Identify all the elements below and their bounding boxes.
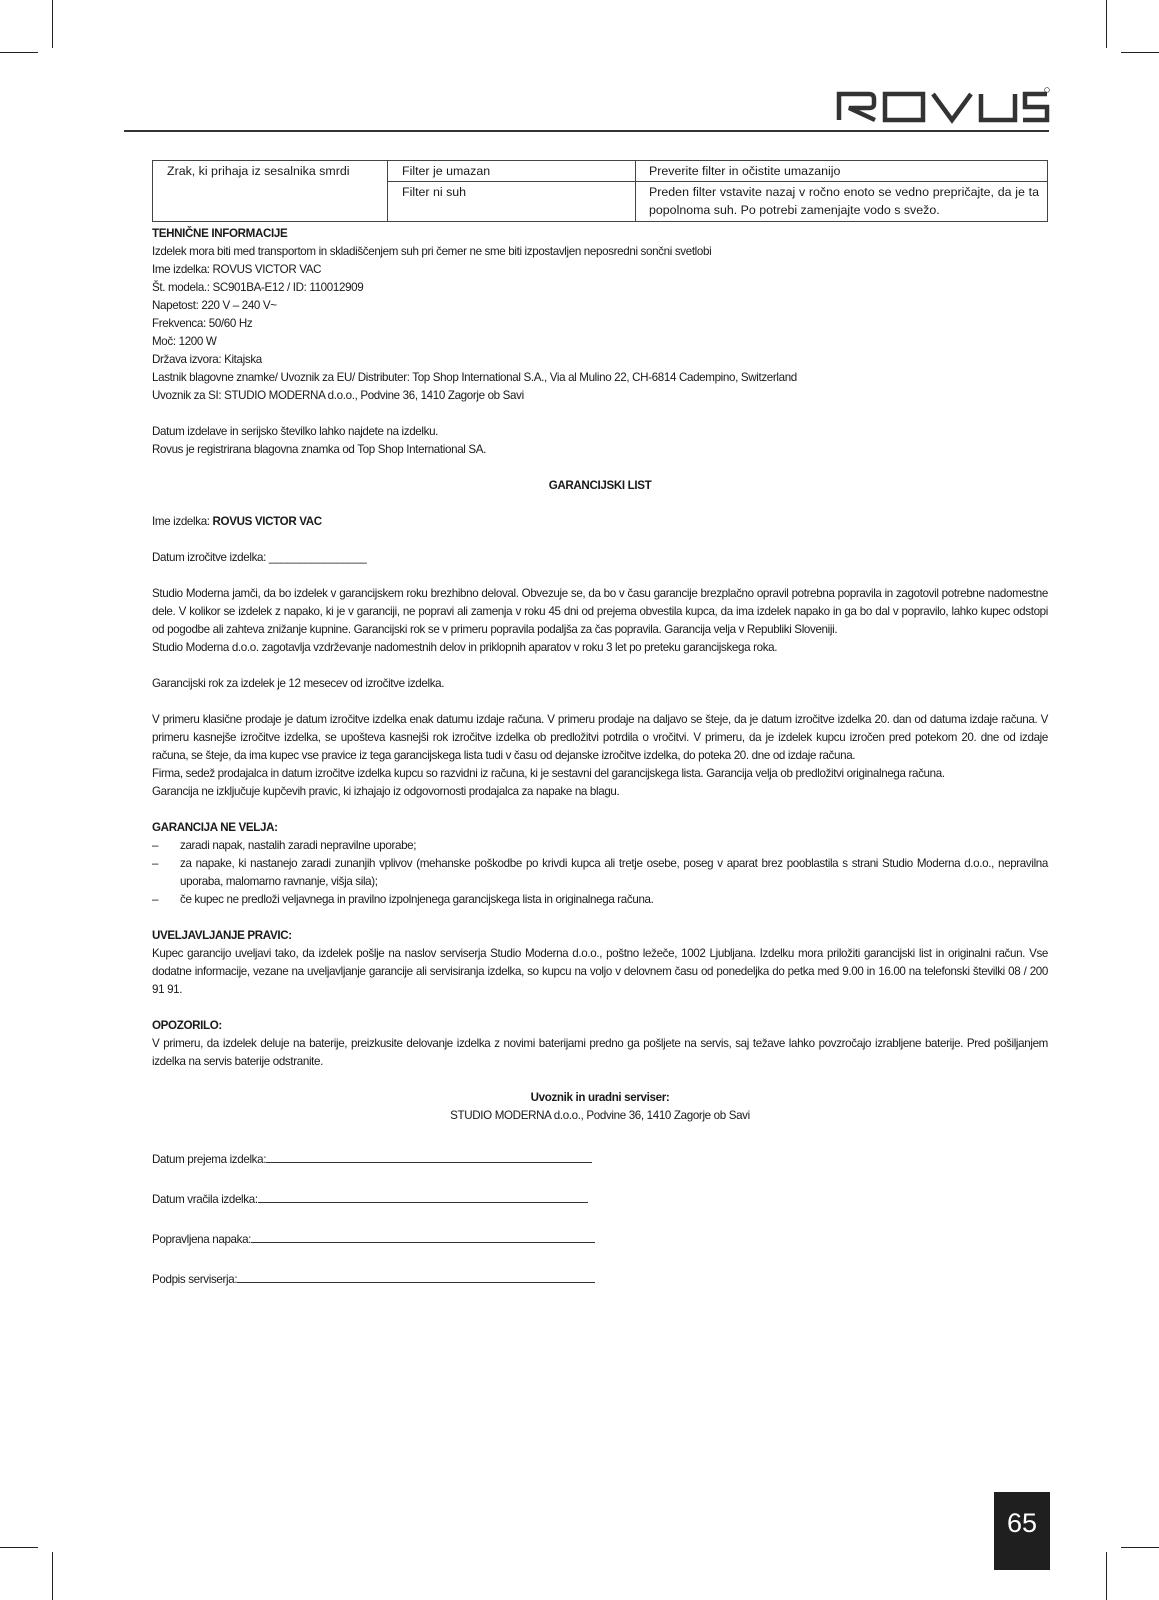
product-name: ROVUS VICTOR VAC	[212, 514, 322, 528]
product-label: Ime izdelka:	[152, 514, 213, 528]
warning-text: V primeru, da izdelek deluje na baterije, preizkusite delovanje izdelka z novimi baterijami predno ga pošljete na servis, saj težave lahko povzročajo izrabljene baterije. Pred pošiljanjem izdelka na servis baterije odstranite.	[152, 1036, 1048, 1068]
problem-cell: Zrak, ki prihaja iz sesalnika smrdi	[153, 161, 388, 182]
service-field-line	[251, 1229, 595, 1243]
warranty-paragraph: Studio Moderna jamči, da bo izdelek v garancijskem roku brezhibno deloval. Obvezuje se, da bo v času garancije brezplačno opravil potrebna popravila in zagotovil potrebne nadomestne dele. V kolikor se izdelek z napako, ki je v garanciji, ne popravi ali zamenja v roku 45 dni od prejema obvestila kupca, da ima izdelek napako in ga bo dal v popravilo, lahko kupec odstopi od pogodbe ali zahteva znižanje kupnine. Garancijski rok se v primeru popravila podaljša za čas popravila. Garancija velja v Republiki Sloveniji.	[152, 586, 1048, 636]
solution-cell: Preden filter vstavite nazaj v ročno enoto se vedno prepričajte, da je ta popolnoma suh. Po potrebi zamenjajte vodo s svežo.	[636, 182, 1048, 222]
tech-info-line: Napetost: 220 V – 240 V~	[152, 298, 277, 312]
tech-info-line: Moč: 1200 W	[152, 334, 217, 348]
service-field-label: Datum prejema izdelka:	[152, 1152, 267, 1166]
warranty-product	[152, 513, 1048, 531]
warranty-paragraph: Firma, sedež prodajalca in datum izročitve izdelka kupcu so razvidni iz računa, ki je sestavni del garancijskega lista. Garancija velja ob predložitvi originalnega računa.	[152, 766, 945, 780]
page-number: 65	[994, 1492, 1050, 1570]
handover-label: Datum izročitve izdelka:	[152, 550, 267, 564]
crop-mark	[0, 1547, 38, 1548]
crop-mark	[1106, 0, 1107, 48]
tech-info-line: Izdelek mora biti med transportom in skladiščenjem suh pri čemer ne sme biti izpostavljen neposredni sončni svetlobi	[152, 244, 712, 258]
crop-mark	[1121, 1547, 1159, 1548]
crop-mark	[1121, 52, 1159, 53]
claims-text: Kupec garancijo uveljavi tako, da izdelek pošlje na naslov serviserja Studio Moderna d.o.o., poštno ležeče, 1002 Ljubljana. Izdelku mora priložiti garancijski list in originalni račun. Vse dodatne informacije, vezane na uveljavljanje garancije ali servisiranja izdelka, so kupcu na voljo v delovnem času od ponedeljka do petka med 9.00 in 16.00 na telefonski številki 08 / 200 91 91.	[152, 946, 1048, 996]
rovus-logo	[835, 86, 1051, 126]
crop-mark	[1106, 1552, 1107, 1600]
tech-info-line: Št. modela.: SC901BA-E12 / ID: 110012909	[152, 280, 364, 294]
page-content	[152, 160, 1048, 1289]
importer-title: Uvoznik in uradni serviser:	[530, 1090, 670, 1104]
tech-info-line: Frekvenca: 50/60 Hz	[152, 316, 253, 330]
warranty-handover	[152, 549, 1048, 567]
problem-cell-empty	[153, 182, 388, 222]
header-rule	[124, 130, 1049, 132]
cause-cell: Filter je umazan	[388, 161, 636, 182]
list-item-text: če kupec ne predloži veljavnega in pravilno izpolnjenega garancijskega lista in originalnega računa.	[180, 892, 654, 906]
not-valid-list	[152, 837, 1048, 909]
table-row	[153, 161, 1048, 182]
list-item	[152, 837, 1048, 855]
service-field-label: Podpis serviserja:	[152, 1272, 238, 1286]
service-field	[152, 1149, 1048, 1169]
warranty-paragraph: Studio Moderna d.o.o. zagotavlja vzdrževanje nadomestnih delov in priklopnih aparatov v roku 3 let po preteku garancijskega roka.	[152, 640, 778, 654]
claims-title: UVELJAVLJANJE PRAVIC:	[152, 928, 292, 942]
dash-bullet: –	[152, 892, 159, 906]
warranty-title: GARANCIJSKI LIST	[548, 478, 652, 492]
tech-info-line: Ime izdelka: ROVUS VICTOR VAC	[152, 262, 322, 276]
list-item	[152, 891, 1048, 909]
list-item-text: za napake, ki nastanejo zaradi zunanjih vplivov (mehanske poškodbe po krivdi kupca ali tretje osebe, poseg v aparat brez pooblastila s strani Studio Moderna d.o.o., nepravilna uporaba, malomarno ravnanje, višja sila);	[180, 856, 1048, 888]
service-field-line	[258, 1189, 588, 1203]
importer-address: STUDIO MODERNA d.o.o., Podvine 36, 1410 Zagorje ob Savi	[450, 1108, 750, 1122]
tech-info-line: Država izvora: Kitajska	[152, 352, 262, 366]
list-item	[152, 855, 1048, 891]
dash-bullet: –	[152, 856, 159, 870]
service-field	[152, 1229, 1048, 1249]
service-field-label: Popravljena napaka:	[152, 1232, 252, 1246]
dash-bullet: –	[152, 838, 159, 852]
tech-info-list	[152, 243, 1048, 405]
service-field-label: Datum vračila izdelka:	[152, 1192, 258, 1206]
tech-info-title: TEHNIČNE INFORMACIJE	[152, 226, 288, 240]
warranty-period: Garancijski rok za izdelek je 12 mesecev od izročitve izdelka.	[152, 676, 445, 690]
warning-title: OPOZORILO:	[152, 1018, 222, 1032]
warranty-paragraph: Garancija ne izključuje kupčevih pravic, ki izhajajo iz odgovornosti prodajalca za napake na blagu.	[152, 784, 620, 798]
cause-cell: Filter ni suh	[388, 182, 636, 222]
solution-cell: Preverite filter in očistite umazanijo	[636, 161, 1048, 182]
service-field-line	[237, 1269, 595, 1283]
service-field	[152, 1269, 1048, 1289]
not-valid-title: GARANCIJA NE VELJA:	[152, 820, 278, 834]
crop-mark	[52, 0, 53, 48]
crop-mark	[52, 1552, 53, 1600]
service-field	[152, 1189, 1048, 1209]
troubleshooting-table	[152, 160, 1048, 222]
handover-blank: ________________	[268, 550, 367, 564]
list-item-text: zaradi napak, nastalih zaradi nepravilne uporabe;	[180, 838, 417, 852]
service-field-line	[266, 1149, 592, 1163]
tech-info-line: Lastnik blagovne znamke/ Uvoznik za EU/ Distributer: Top Shop International S.A., Via al Mulino 22, CH-6814 Cadempino, Switzerland	[152, 370, 797, 384]
warranty-paragraph: V primeru klasične prodaje je datum izročitve izdelka enak datumu izdaje računa. V primeru prodaje na daljavo se šteje, da je datum izročitve izdelka 20. dan od datuma izdaje računa. V primeru kasnejše izročitve izdelka, se upošteva kasnejši rok izročitve izdelka ob predložitvi potrdila o vročitvi. V primeru, da je izdelek kupcu izročen pred potekom 20. dne od izdaje računa, se šteje, da ima kupec vse pravice iz tega garancijskega lista tudi v času od dejanske izročitve izdelka, do poteka 20. dne od izdaje računa.	[152, 712, 1048, 762]
crop-mark	[0, 52, 38, 53]
table-row	[153, 182, 1048, 222]
tech-info-note: Rovus je registrirana blagovna znamka od Top Shop International SA.	[152, 442, 487, 456]
tech-info-line: Uvoznik za SI: STUDIO MODERNA d.o.o., Podvine 36, 1410 Zagorje ob Savi	[152, 388, 524, 402]
tech-info-note: Datum izdelave in serijsko številko lahko najdete na izdelku.	[152, 424, 439, 438]
